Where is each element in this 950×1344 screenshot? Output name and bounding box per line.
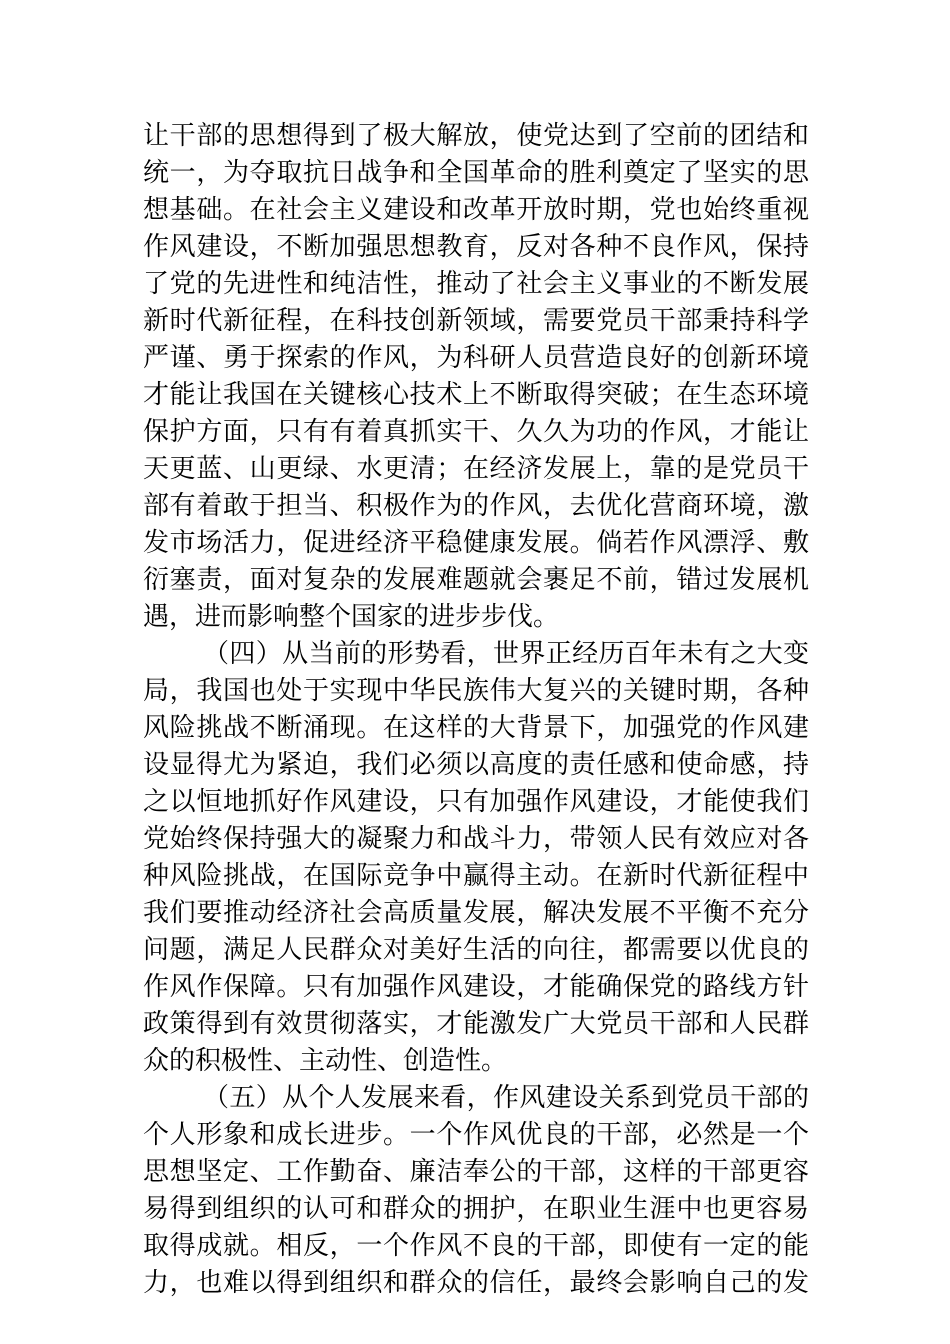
- text-line: 问题，满足人民群众对美好生活的向往，都需要以优良的: [143, 935, 809, 965]
- text-line: 我们要推动经济社会高质量发展，解决发展不平衡不充分: [143, 898, 809, 928]
- text-line: 力，也难以得到组织和群众的信任，最终会影响自己的发: [143, 1268, 809, 1298]
- text-line: 保护方面，只有有着真抓实干、久久为功的作风，才能让: [143, 417, 809, 447]
- document-body: [143, 118, 809, 1302]
- text-line: 个人形象和成长进步。一个作风优良的干部，必然是一个: [143, 1120, 809, 1150]
- paragraph-end-line: 众的积极性、主动性、创造性。: [143, 1046, 508, 1076]
- text-line: 了党的先进性和纯洁性，推动了社会主义事业的不断发展: [143, 269, 809, 299]
- text-line: 之以恒地抓好作风建设，只有加强作风建设，才能使我们: [143, 787, 809, 817]
- text-line: 想基础。在社会主义建设和改革开放时期，党也始终重视: [143, 195, 809, 225]
- text-line: 易得到组织的认可和群众的拥护，在职业生涯中也更容易: [143, 1194, 809, 1224]
- text-line: 局，我国也处于实现中华民族伟大复兴的关键时期，各种: [143, 676, 809, 706]
- text-line: 衍塞责，面对复杂的发展难题就会裹足不前，错过发展机: [143, 565, 809, 595]
- text-line: 取得成就。相反，一个作风不良的干部，即使有一定的能: [143, 1231, 809, 1261]
- text-line: 作风建设，不断加强思想教育，反对各种不良作风，保持: [143, 232, 809, 262]
- text-line: 严谨、勇于探索的作风，为科研人员营造良好的创新环境: [143, 343, 809, 373]
- text-line: 政策得到有效贯彻落实，才能激发广大党员干部和人民群: [143, 1009, 809, 1039]
- text-line: 发市场活力，促进经济平稳健康发展。倘若作风漂浮、敷: [143, 528, 809, 558]
- text-line: 作风作保障。只有加强作风建设，才能确保党的路线方针: [143, 972, 809, 1002]
- text-line: 风险挑战不断涌现。在这样的大背景下，加强党的作风建: [143, 713, 809, 743]
- text-line: 种风险挑战，在国际竞争中赢得主动。在新时代新征程中: [143, 861, 809, 891]
- paragraph-4-first-line: （四）从当前的形势看，世界正经历百年未有之大变: [203, 639, 809, 669]
- text-line: 部有着敢于担当、积极作为的作风，去优化营商环境，激: [143, 491, 809, 521]
- text-line: 才能让我国在关键核心技术上不断取得突破；在生态环境: [143, 380, 809, 410]
- text-line: 设显得尤为紧迫，我们必须以高度的责任感和使命感，持: [143, 750, 809, 780]
- paragraph-5-first-line: （五）从个人发展来看，作风建设关系到党员干部的: [203, 1083, 809, 1113]
- text-line: 让干部的思想得到了极大解放，使党达到了空前的团结和: [143, 121, 809, 151]
- text-line: 新时代新征程，在科技创新领域，需要党员干部秉持科学: [143, 306, 809, 336]
- paragraph-end-line: 遇，进而影响整个国家的进步步伐。: [143, 602, 560, 632]
- text-line: 思想坚定、工作勤奋、廉洁奉公的干部，这样的干部更容: [143, 1157, 809, 1187]
- text-line: 天更蓝、山更绿、水更清；在经济发展上，靠的是党员干: [143, 454, 809, 484]
- text-line: 党始终保持强大的凝聚力和战斗力，带领人民有效应对各: [143, 824, 809, 854]
- text-line: 统一，为夺取抗日战争和全国革命的胜利奠定了坚实的思: [143, 158, 809, 188]
